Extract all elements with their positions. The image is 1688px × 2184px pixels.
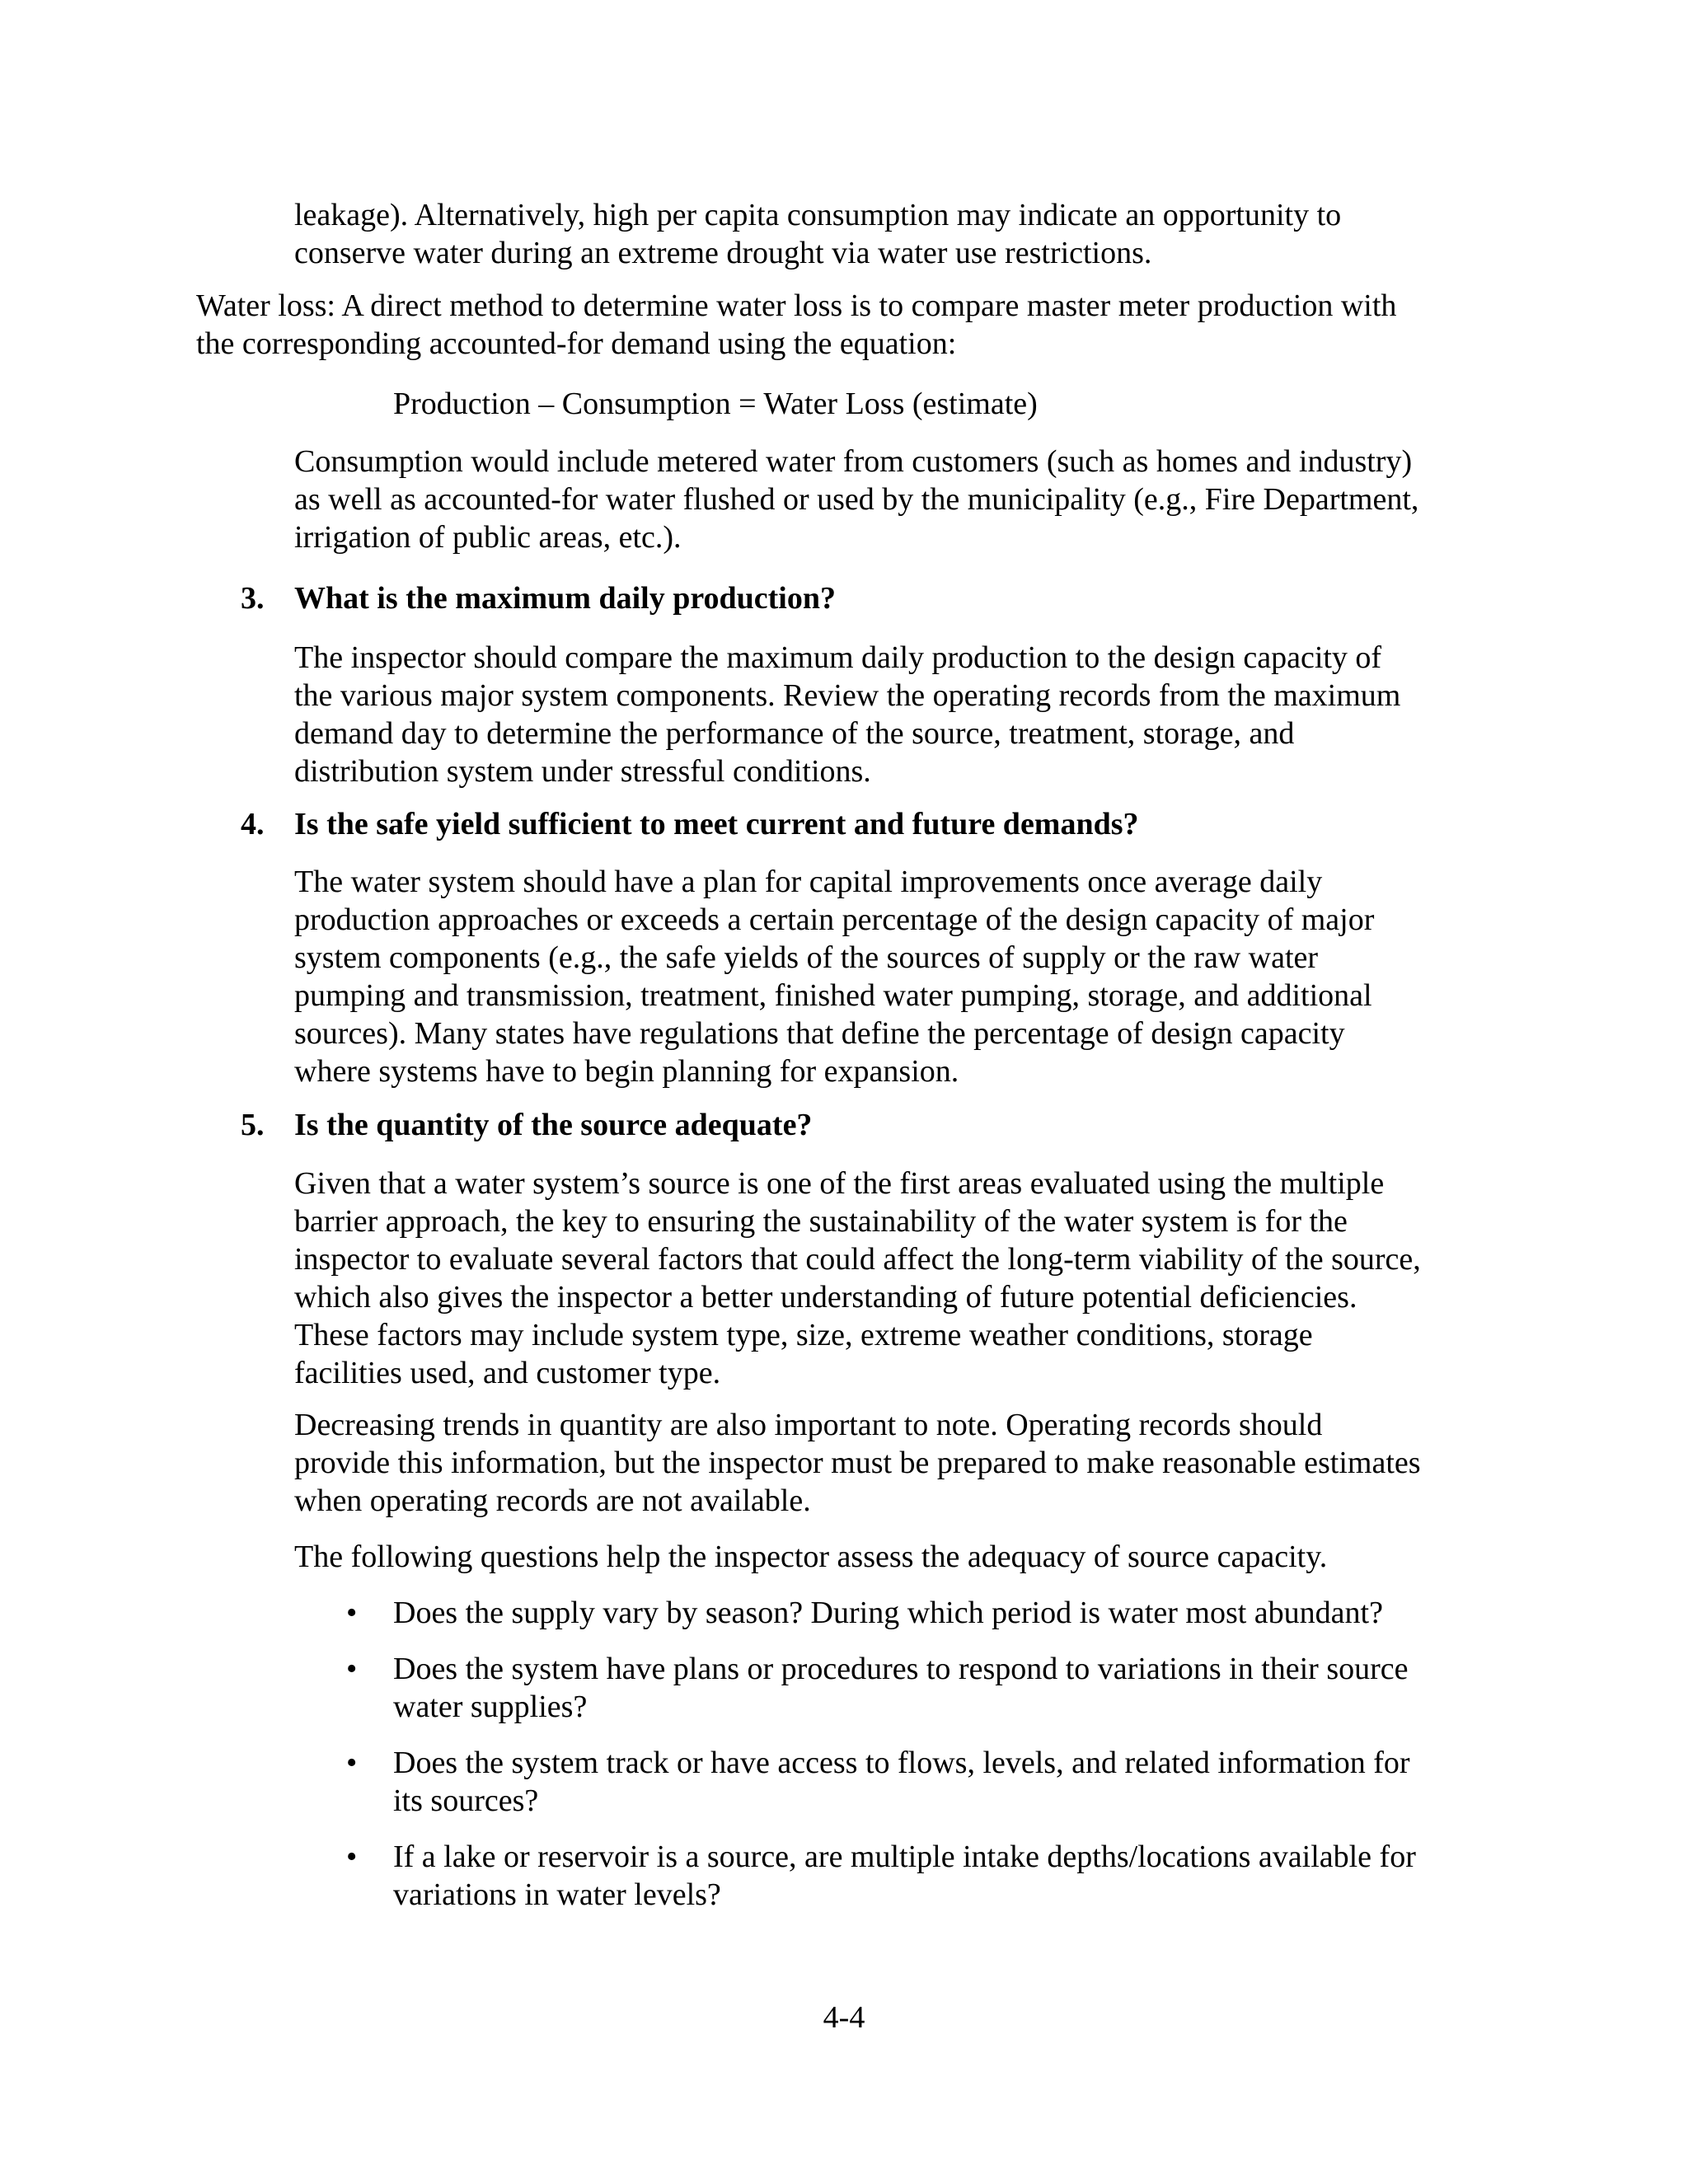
water-loss-equation: Production – Consumption = Water Loss (estimate)	[393, 387, 1038, 421]
text-line: production approaches or exceeds a certain percentage of the design capacity of major	[294, 902, 1375, 937]
text-line: demand day to determine the performance of the source, treatment, storage, and	[294, 716, 1295, 751]
text-line: Water loss: A direct method to determine water loss is to compare master meter production with	[196, 288, 1397, 323]
question-title: What is the maximum daily production?	[294, 581, 836, 616]
text-line: conserve water during an extreme drought via water use restrictions.	[294, 236, 1152, 270]
list-item	[346, 1650, 1489, 1726]
text-line: pumping and transmission, treatment, finished water pumping, storage, and additional	[294, 978, 1372, 1013]
list-item	[346, 1744, 1489, 1820]
text-line: Decreasing trends in quantity are also important to note. Operating records should	[294, 1408, 1323, 1442]
question-4-body	[294, 863, 1489, 1090]
text-line: leakage). Alternatively, high per capita consumption may indicate an opportunity to	[294, 198, 1342, 232]
question-number: 5.	[241, 1108, 265, 1142]
text-line: inspector to evaluate several factors that could affect the long-term viability of the source,	[294, 1242, 1421, 1277]
text-line: irrigation of public areas, etc.).	[294, 520, 682, 555]
question-5-heading	[241, 1106, 1477, 1144]
text-line: facilities used, and customer type.	[294, 1356, 721, 1390]
text-line: Does the supply vary by season? During which period is water most abundant?	[393, 1596, 1383, 1630]
bullet-icon: •	[346, 1596, 358, 1630]
text-line: the corresponding accounted-for demand using the equation:	[196, 326, 957, 361]
page-number: 4-4	[823, 2000, 865, 2035]
text-line: barrier approach, the key to ensuring the sustainability of the water system is for the	[294, 1204, 1348, 1239]
text-line: which also gives the inspector a better understanding of future potential deficiencies.	[294, 1280, 1357, 1315]
text-line: the various major system components. Review the operating records from the maximum	[294, 678, 1401, 713]
text-line: If a lake or reservoir is a source, are multiple intake depths/locations available for	[393, 1840, 1416, 1874]
text-line: These factors may include system type, size, extreme weather conditions, storage	[294, 1318, 1313, 1352]
text-line: The water system should have a plan for capital improvements once average daily	[294, 865, 1323, 899]
water-loss-paragraph	[196, 287, 1490, 363]
list-item	[346, 1838, 1489, 1914]
text-line: The inspector should compare the maximum daily production to the design capacity of	[294, 640, 1382, 675]
continuation-paragraph	[294, 196, 1489, 272]
text-line: Does the system track or have access to flows, levels, and related information for	[393, 1746, 1410, 1780]
text-line: distribution system under stressful conditions.	[294, 754, 871, 789]
question-5-paragraph-3	[294, 1538, 1489, 1576]
question-title: Is the safe yield sufficient to meet current and future demands?	[294, 807, 1139, 841]
bullet-icon: •	[346, 1746, 358, 1780]
text-line: Consumption would include metered water from customers (such as homes and industry)	[294, 444, 1413, 479]
text-line: where systems have to begin planning for expansion.	[294, 1054, 959, 1089]
consumption-paragraph	[294, 443, 1489, 556]
text-line: sources). Many states have regulations that define the percentage of design capacity	[294, 1016, 1345, 1051]
text-line: its sources?	[393, 1783, 539, 1818]
question-3-body	[294, 639, 1489, 790]
bullet-icon: •	[346, 1652, 358, 1686]
question-number: 3.	[241, 581, 265, 616]
text-line: Given that a water system’s source is one of the first areas evaluated using the multiple	[294, 1166, 1385, 1201]
text-line: Does the system have plans or procedures to respond to variations in their source	[393, 1652, 1409, 1686]
bullet-icon: •	[346, 1840, 358, 1874]
question-5-paragraph-2	[294, 1406, 1489, 1520]
question-5-paragraph-1	[294, 1165, 1489, 1392]
text-line: The following questions help the inspector assess the adequacy of source capacity.	[294, 1540, 1328, 1574]
question-3-heading	[241, 579, 1477, 617]
text-line: when operating records are not available.	[294, 1483, 811, 1518]
text-line: as well as accounted-for water flushed or used by the municipality (e.g., Fire Department,	[294, 482, 1419, 517]
text-line: variations in water levels?	[393, 1877, 721, 1912]
text-line: water supplies?	[393, 1690, 588, 1724]
text-line: system components (e.g., the safe yields of the sources of supply or the raw water	[294, 940, 1319, 975]
text-line: provide this information, but the inspector must be prepared to make reasonable estimates	[294, 1446, 1421, 1480]
question-4-heading	[241, 805, 1477, 843]
question-title: Is the quantity of the source adequate?	[294, 1108, 813, 1142]
list-item	[346, 1594, 1489, 1632]
question-number: 4.	[241, 807, 265, 841]
